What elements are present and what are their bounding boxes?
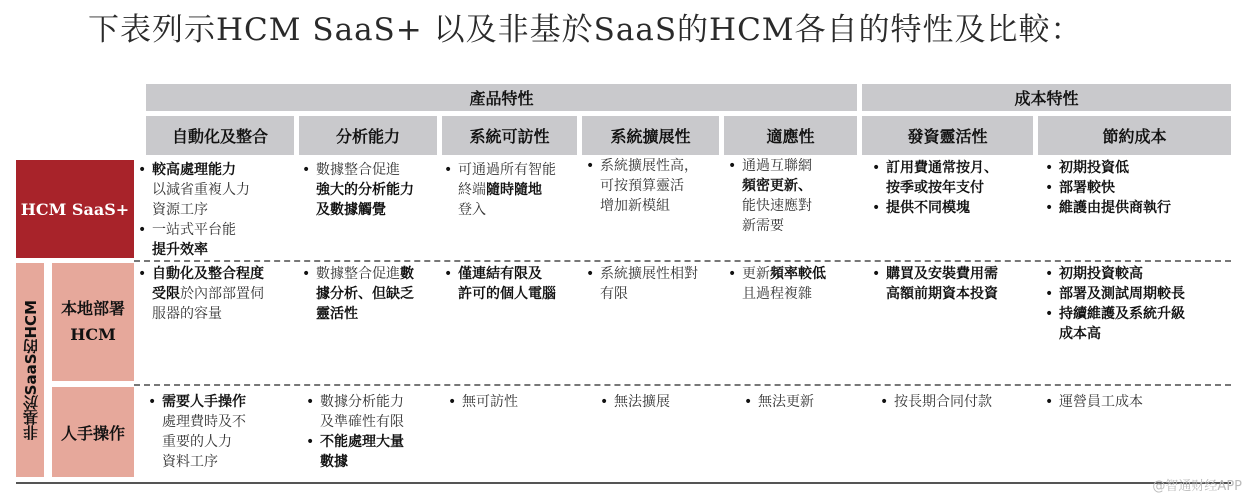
- column-header-accessibility: 系統可訪性: [442, 116, 577, 155]
- list-item: • 訂用費通常按月、 按季或按年支付: [872, 158, 1036, 198]
- cell-local-analytics: [302, 264, 440, 324]
- column-header-analytics: 分析能力: [299, 116, 437, 155]
- cell-local-scalability: [586, 264, 722, 304]
- list-item: • 持續維護及系統升級 成本高: [1045, 304, 1235, 344]
- list-item: • 自動化及整合程度 受限於內部部置伺 服器的容量: [138, 264, 298, 324]
- list-item: • 較高處理能力 以減省重複人力 資源工序: [138, 160, 296, 220]
- list-item: • 可通過所有智能 終端隨時隨地 登入: [444, 160, 580, 220]
- list-item: • 初期投資低: [1045, 158, 1235, 178]
- column-header-adaptability: 適應性: [724, 116, 857, 155]
- list-item: • 部署較快: [1045, 178, 1235, 198]
- column-header-automation: 自動化及整合: [146, 116, 294, 155]
- row-label-manual: 人手操作: [52, 387, 134, 477]
- list-item: • 數據整合促進數 據分析、但缺乏 靈活性: [302, 264, 440, 324]
- list-item: • 無法更新: [744, 392, 856, 412]
- list-item: • 需要人手操作 處理費時及不 重要的人力 資料工序: [148, 392, 298, 472]
- cell-saas-analytics: [302, 160, 440, 220]
- cell-manual-accessibility: [448, 392, 580, 412]
- row-separator: [134, 260, 1231, 262]
- cell-manual-cost: [1045, 392, 1235, 412]
- list-item: • 無法擴展: [600, 392, 720, 412]
- cell-local-automation: [138, 264, 298, 324]
- page-title: 下表列示HCM SaaS+ 以及非基於SaaS的HCM各自的特性及比較：: [88, 12, 1083, 48]
- cell-local-payment: [872, 264, 1036, 304]
- list-item: • 僅連結有限及 許可的個人電腦: [444, 264, 580, 304]
- cell-local-accessibility: [444, 264, 580, 304]
- cell-saas-automation: [138, 160, 296, 260]
- cell-saas-cost: [1045, 158, 1235, 218]
- list-item: • 更新頻率較低 且過程複雜: [728, 264, 858, 304]
- column-header-cost-saving: 節約成本: [1038, 116, 1231, 155]
- cell-manual-adaptability: [744, 392, 856, 412]
- column-header-scalability: 系統擴展性: [582, 116, 719, 155]
- watermark: @智通财经APP: [1152, 479, 1242, 494]
- list-item: • 提供不同模塊: [872, 198, 1036, 218]
- cell-manual-payment: [880, 392, 1036, 412]
- row-group-label-non-saas: 非基於SaaS的HCM: [16, 263, 44, 477]
- row-separator: [134, 384, 1231, 386]
- group-header-product: 產品特性: [146, 84, 857, 111]
- cell-saas-accessibility: [444, 160, 580, 220]
- cell-local-cost: [1045, 264, 1235, 344]
- cell-manual-analytics: [306, 392, 444, 472]
- cell-local-adaptability: [728, 264, 858, 304]
- list-item: • 系統擴展性相對 有限: [586, 264, 722, 304]
- list-item: • 購買及安裝費用需 高額前期資本投資: [872, 264, 1036, 304]
- row-label-local-hcm: 本地部署 HCM: [52, 263, 134, 381]
- list-item: • 數據分析能力 及準確性有限: [306, 392, 444, 432]
- table-bottom-rule: [16, 482, 1231, 484]
- cell-saas-adaptability: [728, 156, 858, 236]
- list-item: • 按長期合同付款: [880, 392, 1036, 412]
- list-item: • 一站式平台能 提升效率: [138, 220, 296, 260]
- list-item: • 維護由提供商執行: [1045, 198, 1235, 218]
- list-item: • 不能處理大量 數據: [306, 432, 444, 472]
- group-header-cost: 成本特性: [862, 84, 1231, 111]
- row-label-hcm-saas: HCM SaaS+: [16, 160, 134, 258]
- list-item: • 數據整合促進 強大的分析能力 及數據觸覺: [302, 160, 440, 220]
- list-item: • 初期投資較高: [1045, 264, 1235, 284]
- list-item: • 系統擴展性高， 可按預算靈活 增加新模組: [586, 156, 722, 216]
- list-item: • 運營員工成本: [1045, 392, 1235, 412]
- list-item: • 通過互聯網 頻密更新、 能快速應對 新需要: [728, 156, 858, 236]
- cell-saas-payment: [872, 158, 1036, 218]
- cell-manual-automation: [148, 392, 298, 472]
- cell-manual-scalability: [600, 392, 720, 412]
- column-header-payment-flexibility: 發資靈活性: [862, 116, 1033, 155]
- list-item: • 部署及測試周期較長: [1045, 284, 1235, 304]
- cell-saas-scalability: [586, 156, 722, 216]
- list-item: • 無可訪性: [448, 392, 580, 412]
